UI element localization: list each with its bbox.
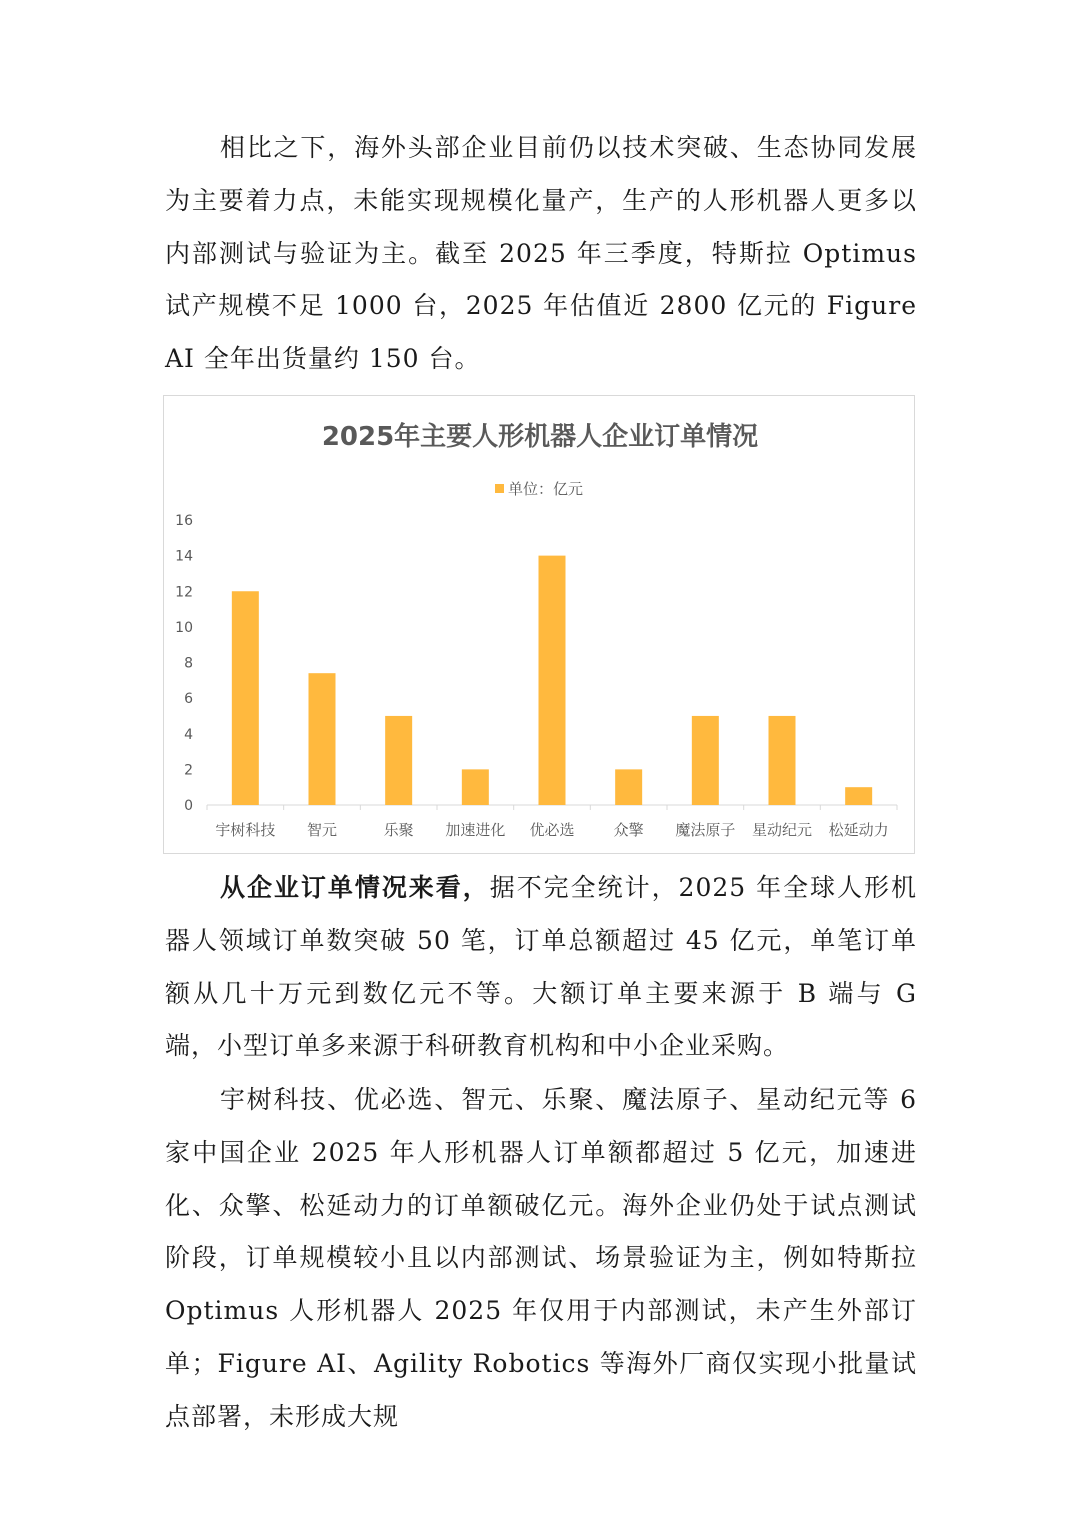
paragraph-2-text: 据不完全统计，2025 年全球人形机器人领域订单数突破 50 笔，订单总额超过 45 亿元，单笔订单额从几十万元到数亿元不等。大额订单主要来源于 B 端与 G 端，小型订单多来源于科研教育机构和中小企业采购。 [165, 873, 917, 1061]
y-tick-label: 8 [184, 655, 193, 672]
y-tick-label: 0 [184, 798, 193, 814]
y-tick-label: 16 [175, 513, 193, 529]
x-category-label: 优必选 [529, 821, 575, 839]
bar-3 [462, 769, 489, 805]
bar-7 [769, 716, 796, 805]
x-category-label: 星动纪元 [751, 821, 813, 839]
bar-8 [845, 787, 872, 805]
legend-label: 单位：亿元 [508, 480, 584, 498]
paragraph-order-overview [165, 862, 917, 1073]
bar-5 [615, 769, 642, 805]
x-category-label: 加速进化 [445, 821, 506, 839]
y-tick-label: 14 [175, 548, 193, 565]
y-tick-label: 12 [175, 584, 193, 601]
y-tick-label: 2 [184, 762, 193, 779]
bar-0 [232, 591, 259, 805]
chart-title: 2025年主要人形机器人企业订单情况 [321, 422, 759, 452]
y-tick-label: 4 [184, 726, 193, 743]
paragraph-chinese-companies [165, 1074, 917, 1444]
paragraph-1-text: 相比之下，海外头部企业目前仍以技术突破、生态协同发展为主要着力点，未能实现规模化量产，生产的人形机器人更多以内部测试与验证为主。截至 2025 年三季度，特斯拉 Optimus 试产规模不足 1000 台，2025 年估值近 2800 亿元的 Figure AI 全年出货量约 150 台。 [165, 133, 917, 374]
bar-6 [692, 716, 719, 805]
x-category-label: 乐聚 [383, 821, 414, 839]
x-category-label: 众擎 [613, 821, 644, 839]
paragraph-2-lead: 从企业订单情况来看， [219, 873, 490, 902]
x-category-label: 宇树科技 [215, 821, 276, 839]
x-category-label: 松延动力 [828, 821, 889, 839]
bar-4 [539, 556, 566, 805]
bar-2 [385, 716, 412, 805]
bar-1 [309, 673, 336, 805]
x-category-label: 魔法原子 [675, 821, 736, 839]
x-category-label: 智元 [306, 821, 338, 839]
y-tick-label: 10 [175, 619, 193, 636]
y-tick-label: 6 [184, 691, 193, 708]
paragraph-3-text: 宇树科技、优必选、智元、乐聚、魔法原子、星动纪元等 6 家中国企业 2025 年人形机器人订单额都超过 5 亿元，加速进化、众擎、松延动力的订单额破亿元。海外企业仍处于试点测试阶段，订单规模较小且以内部测试、场景验证为主，例如特斯拉 Optimus 人形机器人 2025 年仅用于内部测试，未产生外部订单；Figure AI、Agility Robotics 等海外厂商仅实现小批量试点部署，未形成大规 [165, 1085, 917, 1431]
